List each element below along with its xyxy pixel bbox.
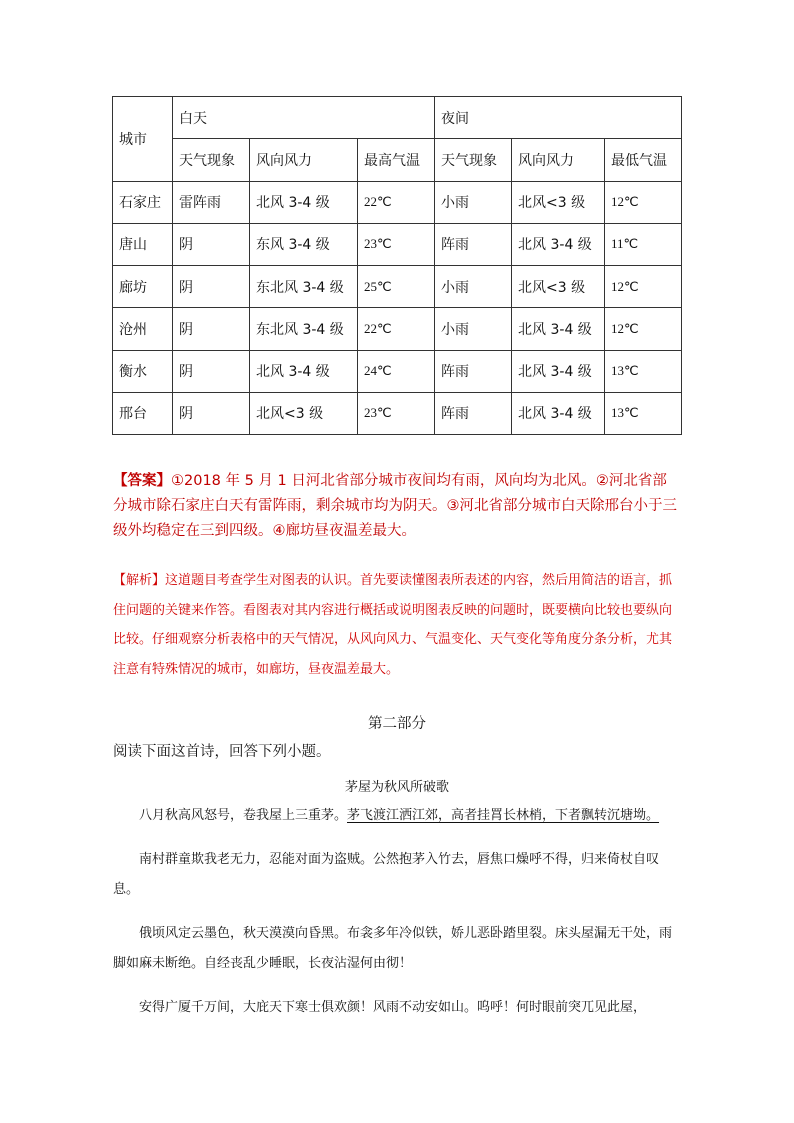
table-cell: 北风 3-4 级 [250, 181, 358, 223]
poem-title: 茅屋为秋风所破歌 [344, 780, 449, 795]
poem-stanza-2: 南村群童欺我老无力，忍能对面为盗贼。公然抱茅入竹去，唇焦口燥呼不得，归来倚杖自叹息。 [113, 852, 660, 897]
header-col: 天气现象 [435, 139, 512, 181]
table-cell: 阵雨 [435, 392, 512, 434]
section-title: 第二部分 [368, 716, 426, 732]
header-day: 白天 [173, 97, 435, 139]
header-col: 风向风力 [250, 139, 358, 181]
table-cell: 13℃ [605, 392, 682, 434]
table-cell: 小雨 [435, 308, 512, 350]
table-cell: 12℃ [605, 308, 682, 350]
table-cell: 阴 [173, 392, 250, 434]
table-cell: 雷阵雨 [173, 181, 250, 223]
analysis-tag: 【解析】 [113, 573, 166, 588]
table-cell: 东风 3-4 级 [250, 223, 358, 265]
table-cell: 北风<3 级 [250, 392, 358, 434]
table-cell: 东北风 3-4 级 [250, 308, 358, 350]
header-col: 天气现象 [173, 139, 250, 181]
answer-text: ①2018 年 5 月 1 日河北省部分城市夜间均有雨，风向均为北风。②河北省部分城市除石家庄白天有雷阵雨，剩余城市均为阴天。③河北省部分城市白天除邢台小于三级外均稳定在三到四级。④廊坊昼夜温差最大。 [113, 473, 677, 539]
table-cell: 唐山 [113, 223, 173, 265]
table-cell: 阴 [173, 308, 250, 350]
table-subheader-row [113, 139, 682, 181]
header-night: 夜间 [435, 97, 682, 139]
weather-table [112, 96, 682, 435]
header-city: 城市 [113, 97, 173, 182]
instruction-text: 阅读下面这首诗，回答下列小题。 [113, 744, 331, 760]
analysis-paragraph [113, 566, 679, 684]
table-row [113, 266, 682, 308]
table-row [113, 392, 682, 434]
table-cell: 22℃ [358, 181, 435, 223]
table-cell: 11℃ [605, 223, 682, 265]
table-cell: 衡水 [113, 350, 173, 392]
table-cell: 北风 3-4 级 [512, 392, 605, 434]
table-cell: 北风<3 级 [512, 181, 605, 223]
table-header-row [113, 97, 682, 139]
table-row [113, 308, 682, 350]
table-cell: 13℃ [605, 350, 682, 392]
table-row [113, 223, 682, 265]
poem-stanza-3: 俄顷风定云墨色，秋天漠漠向昏黑。布衾多年冷似铁，娇儿恶卧踏里裂。床头屋漏无干处，雨脚如麻未断绝。自经丧乱少睡眠，长夜沾湿何由彻！ [113, 926, 673, 971]
header-col: 风向风力 [512, 139, 605, 181]
table-cell: 阵雨 [435, 223, 512, 265]
table-cell: 12℃ [605, 181, 682, 223]
table-cell: 北风 3-4 级 [512, 308, 605, 350]
table-cell: 阴 [173, 350, 250, 392]
table-row [113, 350, 682, 392]
table-cell: 小雨 [435, 181, 512, 223]
table-cell: 北风 3-4 级 [250, 350, 358, 392]
table-cell: 邢台 [113, 392, 173, 434]
table-cell: 阴 [173, 266, 250, 308]
table-cell: 24℃ [358, 350, 435, 392]
table-cell: 23℃ [358, 223, 435, 265]
table-cell: 阵雨 [435, 350, 512, 392]
table-cell: 23℃ [358, 392, 435, 434]
poem-stanza-4: 安得广厦千万间，大庇天下寒士俱欢颜！风雨不动安如山。呜呼！何时眼前突兀见此屋， [139, 1000, 647, 1015]
table-cell: 22℃ [358, 308, 435, 350]
table-row [113, 181, 682, 223]
table-cell: 阴 [173, 223, 250, 265]
header-col: 最低气温 [605, 139, 682, 181]
table-cell: 廊坊 [113, 266, 173, 308]
poem-body [113, 801, 679, 1037]
table-cell: 东北风 3-4 级 [250, 266, 358, 308]
answer-tag: 【答案】 [113, 473, 171, 489]
poem-line: 八月秋高风怒号，卷我屋上三重茅。 [139, 808, 348, 823]
table-cell: 12℃ [605, 266, 682, 308]
table-cell: 25℃ [358, 266, 435, 308]
table-cell: 北风 3-4 级 [512, 350, 605, 392]
table-cell: 小雨 [435, 266, 512, 308]
poem-underlined-line: 茅飞渡江洒江郊，高者挂罥长林梢，下者飘转沉塘坳。 [347, 808, 660, 823]
weather-table-body [113, 97, 682, 435]
table-cell: 北风 3-4 级 [512, 223, 605, 265]
header-col: 最高气温 [358, 139, 435, 181]
answer-paragraph [113, 469, 679, 544]
table-cell: 石家庄 [113, 181, 173, 223]
analysis-text: 这道题目考查学生对图表的认识。首先要读懂图表所表述的内容，然后用简洁的语言，抓住问题的关键来作答。看图表对其内容进行概括或说明图表反映的问题时，既要横向比较也要纵向比较。仔细观察分析表格中的天气情况，从风向风力、气温变化、天气变化等角度分条分析，尤其注意有特殊情况的城市，如廊坊，昼夜温差最大。 [113, 573, 673, 677]
poem-stanza-1 [113, 801, 679, 831]
table-cell: 沧州 [113, 308, 173, 350]
table-cell: 北风<3 级 [512, 266, 605, 308]
